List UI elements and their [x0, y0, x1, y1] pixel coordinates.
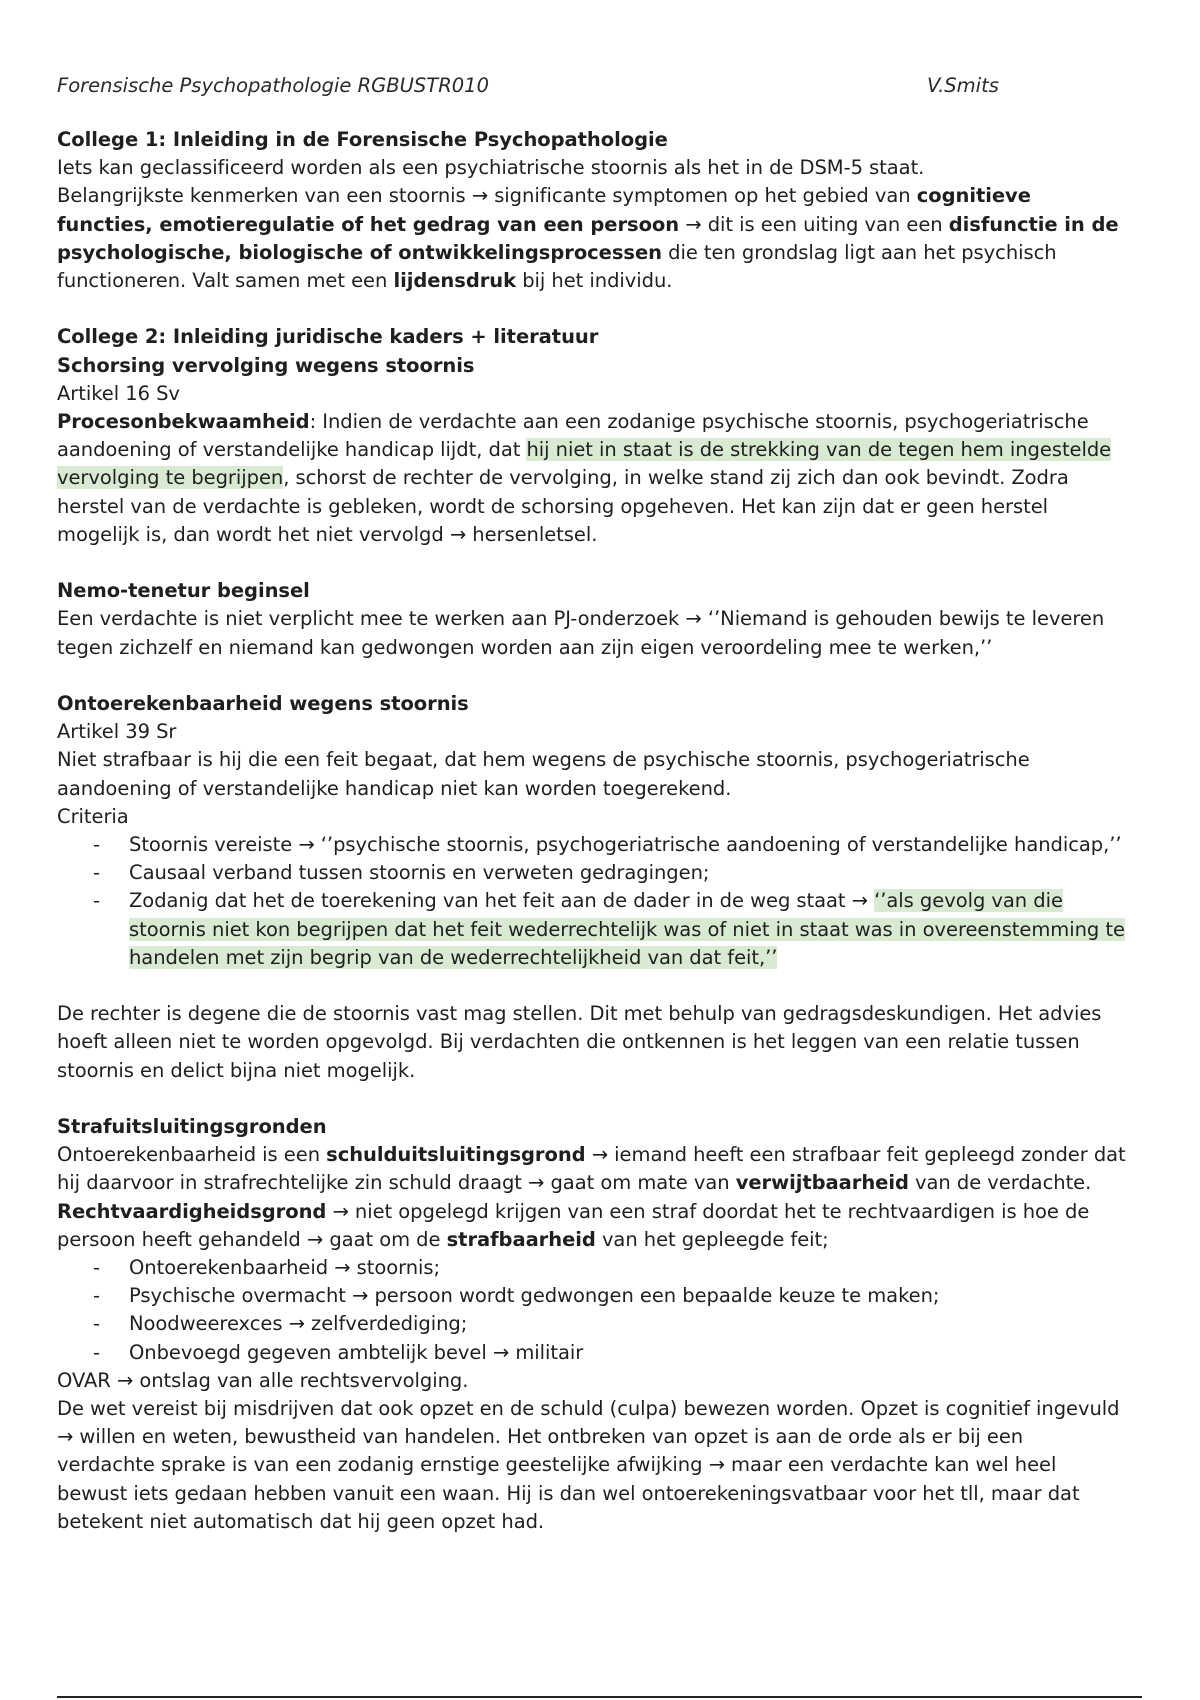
document-page: [57, 60, 1167, 1536]
section-heading: Ontoerekenbaarheid wegens stoornis: [57, 692, 469, 716]
list-item: - Causaal verband tussen stoornis en verweten gedragingen;: [93, 861, 710, 885]
highlighted-text: stoornis niet kon begrijpen dat het feit wederrechtelijk was of niet in staat was in overeenstemming te: [129, 917, 1125, 941]
paragraph-line: betekent niet automatisch dat hij geen opzet had.: [57, 1509, 545, 1533]
list-item: - Stoornis vereiste → ‘’psychische stoornis, psychogeriatrische aandoening of verstandelijke handicap,’’: [93, 833, 1122, 857]
paragraph-line: mogelijk is, dan wordt het niet vervolgd → hersenletsel.: [57, 522, 598, 546]
paragraph-line: Een verdachte is niet verplicht mee te werken aan PJ-onderzoek → ‘’Niemand is gehouden bewijs te leveren: [57, 607, 1105, 631]
paragraph-line: hoeft alleen niet te worden opgevolgd. Bij verdachten die ontkennen is het leggen van een relatie tussen: [57, 1030, 1080, 1054]
paragraph-line: De wet vereist bij misdrijven dat ook opzet en de schuld (culpa) bewezen worden. Opzet is cognitief ingevuld: [57, 1397, 1120, 1421]
paragraph-line: persoon heeft gehandeld → gaat om de strafbaarheid van het gepleegde feit;: [57, 1227, 829, 1251]
list-item: - Noodweerexces → zelfverdediging;: [93, 1312, 468, 1336]
paragraph-line: functies, emotieregulatie of het gedrag van een persoon → dit is een uiting van een disfunctie in de: [57, 212, 1119, 236]
paragraph-line: Procesonbekwaamheid: Indien de verdachte aan een zodanige psychische stoornis, psychogeriatrische: [57, 410, 1089, 434]
list-item: - Zodanig dat het de toerekening van het feit aan de dader in de weg staat → ‘’als gevolg van die: [93, 889, 1063, 913]
article-reference: Artikel 16 Sv: [57, 381, 180, 405]
college2-heading: College 2: Inleiding juridische kaders + literatuur: [57, 325, 599, 349]
paragraph-line: Rechtvaardigheidsgrond → niet opgelegd krijgen van een straf doordat het te rechtvaardigen is hoe de: [57, 1199, 1090, 1223]
list-item-continuation: [57, 916, 1167, 944]
paragraph-line: Ontoerekenbaarheid is een schulduitsluitingsgrond → iemand heeft een strafbaar feit gepleegd zonder dat: [57, 1143, 1126, 1167]
list-item: - Onbevoegd gegeven ambtelijk bevel → militair: [93, 1340, 584, 1364]
paragraph-line: herstel van de verdachte is gebleken, wordt de schorsing opgeheven. Het kan zijn dat er geen herstel: [57, 494, 1049, 518]
author-name: V.Smits: [927, 74, 999, 97]
paragraph-line: hij daarvoor in strafrechtelijke zin schuld draagt → gaat om mate van verwijtbaarheid van de verdachte.: [57, 1171, 1092, 1195]
highlighted-text: ‘’als gevolg van die: [874, 889, 1063, 913]
paragraph-line: Belangrijkste kenmerken van een stoornis → significante symptomen op het gebied van cognitieve: [57, 184, 1031, 208]
list-item: - Psychische overmacht → persoon wordt gedwongen een bepaalde keuze te maken;: [93, 1284, 940, 1308]
paragraph-line: aandoening of verstandelijke handicap niet kan worden toegerekend.: [57, 776, 732, 800]
article-reference: Artikel 39 Sr: [57, 720, 177, 744]
page-header: [57, 60, 1167, 112]
paragraph-line: Iets kan geclassificeerd worden als een psychiatrische stoornis als het in de DSM-5 staat.: [57, 156, 925, 180]
list-item: - Ontoerekenbaarheid → stoornis;: [93, 1256, 441, 1280]
paragraph-line: stoornis en delict bijna niet mogelijk.: [57, 1058, 416, 1082]
paragraph-line: functioneren. Valt samen met een lijdensdruk bij het individu.: [57, 269, 673, 293]
criteria-label: Criteria: [57, 804, 129, 828]
paragraph-line: aandoening of verstandelijke handicap lijdt, dat hij niet in staat is de strekking van de tegen hem ingestelde: [57, 438, 1112, 462]
highlighted-text: vervolging te begrijpen: [57, 466, 284, 490]
paragraph-line: vervolging te begrijpen, schorst de rechter de vervolging, in welke stand zij zich dan ook bevindt. Zodra: [57, 466, 1069, 490]
section-heading: Strafuitsluitingsgronden: [57, 1115, 327, 1139]
paragraph-line: De rechter is degene die de stoornis vast mag stellen. Dit met behulp van gedragsdeskundigen. Het advies: [57, 1002, 1102, 1026]
course-title: Forensische Psychopathologie RGBUSTR010: [57, 74, 489, 97]
paragraph-line: Niet strafbaar is hij die een feit begaat, dat hem wegens de psychische stoornis, psychogeriatrische: [57, 748, 1030, 772]
footer-divider: [57, 1696, 1142, 1698]
paragraph-line: verdachte sprake is van een zodanig ernstige geestelijke afwijking → maar een verdachte kan wel heel: [57, 1453, 1057, 1477]
paragraph-line: tegen zichzelf en niemand kan gedwongen worden aan zijn eigen veroordeling mee te werken,’’: [57, 635, 993, 659]
college1-heading: College 1: Inleiding in de Forensische Psychopathologie: [57, 128, 668, 151]
section-heading: Schorsing vervolging wegens stoornis: [57, 353, 475, 377]
highlighted-text: handelen met zijn begrip van de wederrechtelijkheid van dat feit,’’: [129, 945, 778, 969]
list-item-continuation: [57, 944, 1167, 972]
section-heading: Nemo-tenetur beginsel: [57, 579, 310, 603]
paragraph-line: → willen en weten, bewustheid van handelen. Het ontbreken van opzet is aan de orde als er bij een: [57, 1425, 1024, 1449]
paragraph-line: bewust iets gedaan hebben vanuit een waan. Hij is dan wel ontoerekeningsvatbaar voor het tll, maar dat: [57, 1481, 1080, 1505]
paragraph-line: OVAR → ontslag van alle rechtsvervolging.: [57, 1368, 469, 1392]
highlighted-text: hij niet in staat is de strekking van de tegen hem ingestelde: [526, 438, 1112, 462]
paragraph-line: psychologische, biologische of ontwikkelingsprocessen die ten grondslag ligt aan het psychisch: [57, 240, 1057, 264]
